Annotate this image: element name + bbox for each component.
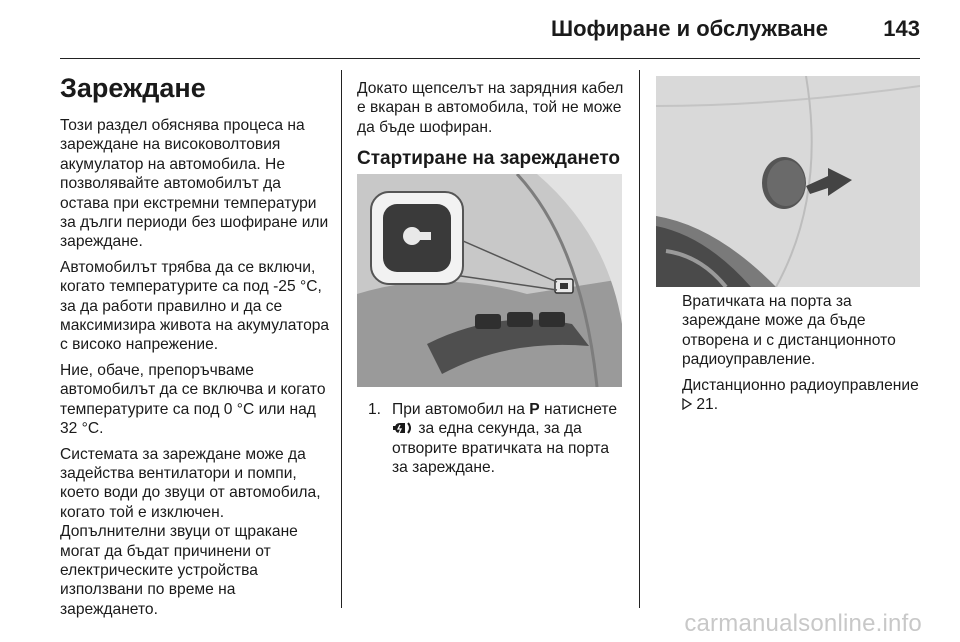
reference-page-link[interactable]: 21.: [696, 396, 719, 414]
paragraph-intro: Този раздел обяснява процеса на зареждане на високоволтовия акумулатор на автомобила. Не позволявайте автомобилът да остава при екстремни температури за дълги периоди без шофиране или зареждане.: [60, 117, 329, 251]
paragraph-sounds: Системата за зареждане може да задейства вентилатори и помпи, което води до звуци от автомобила, когато той е изключен. Допълнителни звуци от щракане могат да бъдат причинени от електрическите устройства използвани по време на зареждането.: [60, 445, 321, 618]
middle-column: [357, 79, 625, 183]
paragraph-remote-open: Вратичката на порта за зареждане може да бъде отворена и с дистанционното радиоуправление.: [682, 293, 896, 369]
paragraph-low-temp: Автомобилът трябва да се включи, когато температурите са под -25 °C, за да работи правилно и да се максимизира живота на акумулатора с високо напрежение.: [60, 258, 330, 354]
header-divider: [60, 58, 920, 59]
watermark: carmanualsonline.info: [684, 610, 922, 637]
instruction-steps: [368, 400, 626, 478]
column-divider-right: [639, 70, 640, 608]
step-list-container: [368, 400, 626, 478]
column-divider-left: [341, 70, 342, 608]
charge-port-key-icon: [392, 421, 414, 435]
step-suffix: за една секунда, за да отворите вратичката на порта за зареждане.: [392, 420, 610, 477]
triangle-reference-icon: [682, 398, 692, 410]
left-column: [60, 72, 332, 625]
page-number: 143: [883, 16, 920, 41]
figure-charge-port-photo: [656, 76, 920, 287]
subsection-heading: Стартиране на зареждането: [357, 148, 620, 170]
step-number: 1.: [368, 401, 382, 418]
reference-text: Дистанционно радиоуправление: [682, 376, 919, 394]
door-switch-illustration: [357, 174, 622, 387]
gear-park-label: P: [529, 401, 540, 418]
section-heading: Зареждане: [60, 73, 206, 103]
charge-port-illustration: [656, 76, 920, 287]
step-1: [368, 400, 626, 478]
figure-door-switch-photo: [357, 174, 622, 387]
paragraph-reference: [682, 376, 922, 415]
step-action: натиснете: [544, 401, 618, 418]
right-column-text: [682, 292, 922, 420]
paragraph-recommend: Ние, обаче, препоръчваме автомобилът да се включва и когато температурите са под 0 °C или над 32 °C.: [60, 361, 326, 438]
paragraph-plug-warning: Докато щепселът на зарядния кабел е вкаран в автомобила, той не може да бъде шофиран.: [357, 80, 624, 136]
step-prefix: При автомобил на: [392, 401, 525, 418]
running-header-title: Шофиране и обслужване: [550, 16, 828, 41]
